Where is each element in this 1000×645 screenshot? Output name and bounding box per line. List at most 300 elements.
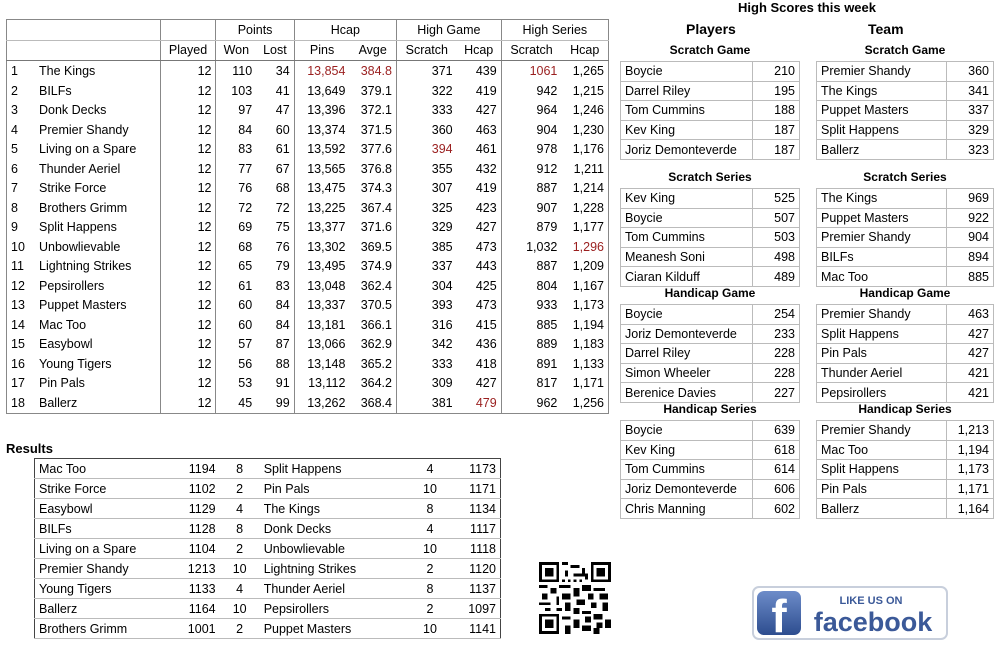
league-cell-lost: 87 xyxy=(275,337,290,352)
score-row xyxy=(621,344,800,364)
score-name: Ballerz xyxy=(817,499,947,519)
league-cell-played: 12 xyxy=(160,276,216,296)
league-cell-hgs: 394 xyxy=(396,140,456,160)
score-value: 187 xyxy=(752,120,799,140)
league-cell-team: Strike Force xyxy=(39,181,107,196)
league-cell-won: 110 xyxy=(216,61,256,82)
score-name: Joriz Demonteverde xyxy=(621,140,753,160)
score-value: 922 xyxy=(946,208,993,228)
result-home-team: BILFs xyxy=(35,519,174,539)
result-home-points: 2 xyxy=(220,479,260,499)
league-cell-hss: 907 xyxy=(501,198,561,218)
result-home-score: 1128 xyxy=(174,519,220,539)
team-handicap_series-subtitle: Handicap Series xyxy=(858,402,952,416)
league-cell-avge: 384.8 xyxy=(349,61,396,82)
league-cell-played: 12 xyxy=(160,159,216,179)
score-row xyxy=(817,499,994,519)
score-value: 195 xyxy=(752,81,799,101)
league-cell-rank: 10 xyxy=(11,239,25,254)
team-handicap_series-table xyxy=(816,420,994,519)
league-cell-hgh: 439 xyxy=(457,61,502,82)
league-cell-pins: 13,854 xyxy=(294,61,349,82)
league-cell-hgh: 432 xyxy=(475,161,497,176)
league-cell-played: 12 xyxy=(160,374,216,394)
players-scratch_series-table xyxy=(620,188,800,287)
players-scratch_game-table xyxy=(620,61,800,160)
facebook-brand-text: facebook xyxy=(813,607,933,637)
league-cell-hgs: 385 xyxy=(396,237,456,257)
result-home-team: Strike Force xyxy=(35,479,174,499)
league-cell-rank: 12 xyxy=(11,278,25,293)
players-scratch_series-subtitle: Scratch Series xyxy=(668,170,752,184)
league-cell-won: 53 xyxy=(216,374,256,394)
score-name: Boycie xyxy=(621,421,753,441)
league-cell-hsh: 1,246 xyxy=(572,103,604,118)
league-cell-hsh: 1,167 xyxy=(572,278,604,293)
league-cell-team: Split Happens xyxy=(39,220,117,235)
score-name: Split Happens xyxy=(817,120,947,140)
result-row xyxy=(35,499,501,519)
league-cell-avge: 372.1 xyxy=(360,103,392,118)
league-cell-hss: 887 xyxy=(501,257,561,277)
score-value: 503 xyxy=(752,228,799,248)
score-name: Berenice Davies xyxy=(621,383,753,403)
score-value: 894 xyxy=(946,247,993,267)
score-row xyxy=(621,305,800,325)
league-cell-hgh: 463 xyxy=(475,122,497,137)
result-away-score: 1134 xyxy=(454,499,500,519)
score-name: Mac Too xyxy=(817,440,947,460)
score-row xyxy=(621,363,800,383)
score-name: The Kings xyxy=(817,81,947,101)
league-cell-hsh: 1,133 xyxy=(572,356,604,371)
score-name: Split Happens xyxy=(817,324,947,344)
team-handicap_game-table xyxy=(816,304,994,403)
score-value: 1,173 xyxy=(946,460,993,480)
result-home-points: 8 xyxy=(220,459,260,479)
league-cell-won: 60 xyxy=(216,315,256,335)
league-cell-avge: 362.9 xyxy=(360,337,392,352)
league-cell-lost: 83 xyxy=(275,278,290,293)
league-cell-avge: 371.6 xyxy=(360,220,392,235)
score-value: 323 xyxy=(946,140,993,160)
league-cell-team: Premier Shandy xyxy=(39,122,129,137)
team-scratch_game-table xyxy=(816,61,994,160)
facebook-like-badge[interactable] xyxy=(751,585,949,640)
league-cell-played: 12 xyxy=(160,257,216,277)
league-cell-team: Brothers Grimm xyxy=(39,200,128,215)
result-row xyxy=(35,579,501,599)
league-cell-pins: 13,377 xyxy=(294,218,349,238)
league-cell-hgs: 360 xyxy=(396,120,456,140)
players-handicap_series-table xyxy=(620,420,800,519)
league-cell-hss: 978 xyxy=(501,140,561,160)
result-away-team: Pepsirollers xyxy=(260,599,406,619)
result-home-team: Brothers Grimm xyxy=(35,619,174,639)
score-row xyxy=(621,421,800,441)
league-cell-team: Young Tigers xyxy=(39,356,112,371)
league-cell-hgh: 473 xyxy=(475,298,497,313)
league-cell-team: Thunder Aeriel xyxy=(39,161,121,176)
league-cell-pins: 13,181 xyxy=(294,315,349,335)
result-away-points: 4 xyxy=(406,459,454,479)
league-cell-hgh: 473 xyxy=(475,239,497,254)
result-away-points: 10 xyxy=(406,619,454,639)
league-cell-pins: 13,262 xyxy=(294,393,349,413)
league-cell-played: 12 xyxy=(160,140,216,160)
league-cell-pins: 13,148 xyxy=(294,354,349,374)
league-cell-hss: 879 xyxy=(501,218,561,238)
league-cell-hsh: 1,228 xyxy=(572,200,604,215)
lost-header: Lost xyxy=(256,40,294,61)
league-cell-team: Pin Pals xyxy=(39,376,85,391)
league-cell-played: 12 xyxy=(160,354,216,374)
high-game-group-header: High Game xyxy=(396,20,501,41)
result-away-points: 8 xyxy=(406,579,454,599)
league-cell-hgs: 333 xyxy=(396,354,456,374)
result-row xyxy=(35,519,501,539)
league-cell-hsh: 1,215 xyxy=(572,83,604,98)
league-cell-hgh: 423 xyxy=(475,200,497,215)
league-cell-played: 12 xyxy=(160,296,216,316)
league-cell-hss: 912 xyxy=(501,159,561,179)
league-cell-avge: 377.6 xyxy=(360,142,392,157)
score-value: 904 xyxy=(946,228,993,248)
league-cell-played: 12 xyxy=(160,218,216,238)
league-cell-hgs: 342 xyxy=(396,335,456,355)
score-name: BILFs xyxy=(817,247,947,267)
league-row xyxy=(7,335,609,355)
league-cell-rank: 13 xyxy=(11,298,25,313)
league-cell-won: 68 xyxy=(216,237,256,257)
league-cell-played: 12 xyxy=(160,179,216,199)
league-cell-hsh: 1,176 xyxy=(572,142,604,157)
league-cell-won: 65 xyxy=(216,257,256,277)
score-value: 341 xyxy=(946,81,993,101)
hs-scratch-header: Scratch xyxy=(501,40,561,61)
league-cell-hgs: 322 xyxy=(396,81,456,101)
league-cell-pins: 13,396 xyxy=(294,101,349,121)
league-cell-team: Mac Too xyxy=(39,317,87,332)
result-away-points: 2 xyxy=(406,559,454,579)
league-cell-hgs: 333 xyxy=(396,101,456,121)
league-cell-hss: 904 xyxy=(501,120,561,140)
league-cell-rank: 5 xyxy=(11,142,18,157)
score-name: Puppet Masters xyxy=(817,101,947,121)
players-title: Players xyxy=(686,21,736,37)
score-name: Split Happens xyxy=(817,460,947,480)
score-row xyxy=(817,305,994,325)
league-cell-won: 69 xyxy=(216,218,256,238)
league-cell-pins: 13,302 xyxy=(294,237,349,257)
score-value: 525 xyxy=(752,189,799,209)
score-row xyxy=(621,479,800,499)
result-home-points: 4 xyxy=(220,579,260,599)
league-cell-pins: 13,649 xyxy=(294,81,349,101)
league-cell-lost: 67 xyxy=(275,161,290,176)
score-name: Kev King xyxy=(621,189,753,209)
league-cell-played: 12 xyxy=(160,198,216,218)
result-home-score: 1129 xyxy=(174,499,220,519)
result-home-team: Mac Too xyxy=(35,459,174,479)
league-cell-won: 103 xyxy=(216,81,256,101)
league-cell-played: 12 xyxy=(160,120,216,140)
result-away-team: Split Happens xyxy=(260,459,406,479)
score-row xyxy=(817,324,994,344)
score-row xyxy=(817,81,994,101)
league-cell-pins: 13,565 xyxy=(294,159,349,179)
score-row xyxy=(621,499,800,519)
won-header: Won xyxy=(216,40,256,61)
result-row xyxy=(35,479,501,499)
score-value: 507 xyxy=(752,208,799,228)
score-value: 1,213 xyxy=(946,421,993,441)
league-cell-pins: 13,112 xyxy=(294,374,349,394)
result-home-team: Easybowl xyxy=(35,499,174,519)
result-home-score: 1194 xyxy=(174,459,220,479)
score-value: 329 xyxy=(946,120,993,140)
league-cell-avge: 366.1 xyxy=(360,317,392,332)
score-value: 969 xyxy=(946,189,993,209)
team-title: Team xyxy=(868,21,904,37)
result-away-points: 10 xyxy=(406,479,454,499)
result-row xyxy=(35,459,501,479)
score-row xyxy=(621,81,800,101)
league-cell-hgh: 425 xyxy=(475,278,497,293)
score-row xyxy=(817,62,994,82)
score-name: Premier Shandy xyxy=(817,62,947,82)
league-cell-hgh: 427 xyxy=(475,220,497,235)
score-row xyxy=(817,208,994,228)
league-cell-hgs: 329 xyxy=(396,218,456,238)
league-cell-lost: 72 xyxy=(275,200,290,215)
league-cell-rank: 18 xyxy=(11,395,25,410)
league-cell-pins: 13,225 xyxy=(294,198,349,218)
hg-hcap-header: Hcap xyxy=(457,40,502,61)
league-cell-lost: 41 xyxy=(275,83,290,98)
score-name: Mac Too xyxy=(817,267,947,287)
result-home-points: 10 xyxy=(220,599,260,619)
score-value: 1,194 xyxy=(946,440,993,460)
score-row xyxy=(621,101,800,121)
league-cell-pins: 13,066 xyxy=(294,335,349,355)
league-cell-hgh: 479 xyxy=(475,395,497,410)
result-row xyxy=(35,559,501,579)
team-scratch_series-table xyxy=(816,188,994,287)
result-home-score: 1133 xyxy=(174,579,220,599)
league-cell-lost: 84 xyxy=(275,298,290,313)
league-cell-hss: 962 xyxy=(501,393,561,413)
league-cell-won: 77 xyxy=(216,159,256,179)
league-cell-hgh: 418 xyxy=(475,356,497,371)
league-cell-hsh: 1,256 xyxy=(572,395,604,410)
result-away-score: 1120 xyxy=(454,559,500,579)
result-home-score: 1104 xyxy=(174,539,220,559)
score-value: 602 xyxy=(752,499,799,519)
score-row xyxy=(621,247,800,267)
score-value: 228 xyxy=(752,344,799,364)
result-away-team: Pin Pals xyxy=(260,479,406,499)
score-row xyxy=(817,120,994,140)
league-cell-lost: 76 xyxy=(275,239,290,254)
league-row xyxy=(7,140,609,160)
league-cell-team: Pepsirollers xyxy=(39,278,105,293)
league-cell-hgs: 355 xyxy=(396,159,456,179)
score-name: Simon Wheeler xyxy=(621,363,753,383)
result-away-points: 2 xyxy=(406,599,454,619)
league-cell-lost: 79 xyxy=(275,259,290,274)
result-home-team: Ballerz xyxy=(35,599,174,619)
result-away-score: 1171 xyxy=(454,479,500,499)
score-value: 606 xyxy=(752,479,799,499)
league-cell-hgh: 436 xyxy=(475,337,497,352)
league-cell-avge: 362.4 xyxy=(360,278,392,293)
score-row xyxy=(621,120,800,140)
score-row xyxy=(621,228,800,248)
league-cell-played: 12 xyxy=(160,101,216,121)
score-name: Tom Cummins xyxy=(621,101,753,121)
result-away-score: 1118 xyxy=(454,539,500,559)
league-cell-hsh: 1,177 xyxy=(572,220,604,235)
result-away-team: Puppet Masters xyxy=(260,619,406,639)
league-cell-avge: 376.8 xyxy=(360,161,392,176)
league-cell-hgs: 371 xyxy=(396,61,456,82)
score-row xyxy=(621,62,800,82)
score-value: 1,171 xyxy=(946,479,993,499)
league-cell-won: 60 xyxy=(216,296,256,316)
result-home-team: Living on a Spare xyxy=(35,539,174,559)
league-cell-avge: 379.1 xyxy=(360,83,392,98)
league-cell-played: 12 xyxy=(160,81,216,101)
league-cell-won: 45 xyxy=(216,393,256,413)
result-home-score: 1001 xyxy=(174,619,220,639)
league-cell-hsh: 1,194 xyxy=(572,317,604,332)
league-row xyxy=(7,374,609,394)
score-value: 614 xyxy=(752,460,799,480)
score-row xyxy=(621,267,800,287)
score-row xyxy=(817,383,994,403)
score-value: 337 xyxy=(946,101,993,121)
result-away-team: Donk Decks xyxy=(260,519,406,539)
results-table xyxy=(34,458,501,639)
league-row xyxy=(7,315,609,335)
league-cell-avge: 370.5 xyxy=(360,298,392,313)
league-cell-lost: 47 xyxy=(275,103,290,118)
league-cell-hgs: 309 xyxy=(396,374,456,394)
league-cell-hgh: 427 xyxy=(475,103,497,118)
league-cell-hgs: 381 xyxy=(396,393,456,413)
league-cell-pins: 13,048 xyxy=(294,276,349,296)
league-cell-avge: 369.5 xyxy=(360,239,392,254)
result-away-team: Unbowlievable xyxy=(260,539,406,559)
league-row xyxy=(7,237,609,257)
league-cell-team: BILFs xyxy=(39,83,72,98)
league-cell-hgs: 393 xyxy=(396,296,456,316)
score-row xyxy=(621,460,800,480)
score-value: 360 xyxy=(946,62,993,82)
score-name: Premier Shandy xyxy=(817,421,947,441)
team-scratch_series-subtitle: Scratch Series xyxy=(863,170,947,184)
league-cell-hss: 817 xyxy=(501,374,561,394)
league-cell-hsh: 1,214 xyxy=(572,181,604,196)
team-handicap_game-subtitle: Handicap Game xyxy=(859,286,951,300)
league-cell-rank: 14 xyxy=(11,317,25,332)
result-away-points: 10 xyxy=(406,539,454,559)
facebook-like-text: LIKE US ON xyxy=(839,595,903,607)
league-cell-pins: 13,495 xyxy=(294,257,349,277)
score-name: Premier Shandy xyxy=(817,305,947,325)
league-cell-rank: 17 xyxy=(11,376,25,391)
result-home-team: Premier Shandy xyxy=(35,559,174,579)
result-row xyxy=(35,539,501,559)
result-row xyxy=(35,599,501,619)
results-label: Results xyxy=(6,441,53,456)
league-cell-rank: 9 xyxy=(11,220,18,235)
qr-code-icon xyxy=(537,562,613,634)
score-row xyxy=(817,460,994,480)
score-name: Ciaran Kilduff xyxy=(621,267,753,287)
result-away-score: 1173 xyxy=(454,459,500,479)
league-cell-played: 12 xyxy=(160,237,216,257)
score-value: 254 xyxy=(752,305,799,325)
score-row xyxy=(621,140,800,160)
score-name: Tom Cummins xyxy=(621,460,753,480)
league-cell-avge: 368.4 xyxy=(360,395,392,410)
avge-header: Avge xyxy=(349,40,396,61)
score-row xyxy=(817,479,994,499)
facebook-f-glyph: f xyxy=(771,590,787,640)
league-cell-played: 12 xyxy=(160,315,216,335)
score-name: Joriz Demonteverde xyxy=(621,479,753,499)
score-name: The Kings xyxy=(817,189,947,209)
league-cell-rank: 7 xyxy=(11,181,18,196)
score-name: Darrel Riley xyxy=(621,344,753,364)
league-cell-team: Donk Decks xyxy=(39,103,107,118)
score-value: 1,164 xyxy=(946,499,993,519)
score-row xyxy=(621,208,800,228)
score-value: 421 xyxy=(946,383,993,403)
score-row xyxy=(621,324,800,344)
league-cell-hgh: 427 xyxy=(475,376,497,391)
league-cell-won: 61 xyxy=(216,276,256,296)
league-row xyxy=(7,296,609,316)
score-name: Kev King xyxy=(621,120,753,140)
players-handicap_game-subtitle: Handicap Game xyxy=(664,286,756,300)
league-cell-hgh: 415 xyxy=(475,317,497,332)
league-cell-pins: 13,592 xyxy=(294,140,349,160)
league-cell-lost: 99 xyxy=(275,395,290,410)
league-cell-won: 72 xyxy=(216,198,256,218)
league-cell-avge: 364.2 xyxy=(360,376,392,391)
score-row xyxy=(817,101,994,121)
score-value: 498 xyxy=(752,247,799,267)
high-series-group-header: High Series xyxy=(501,20,608,41)
hg-scratch-header: Scratch xyxy=(396,40,456,61)
league-cell-hsh: 1,211 xyxy=(573,161,604,176)
league-cell-hgs: 316 xyxy=(396,315,456,335)
league-cell-played: 12 xyxy=(160,393,216,413)
league-cell-lost: 91 xyxy=(275,376,290,391)
blank xyxy=(7,20,161,41)
score-row xyxy=(817,140,994,160)
result-home-points: 2 xyxy=(220,539,260,559)
score-name: Boycie xyxy=(621,62,753,82)
score-value: 489 xyxy=(752,267,799,287)
league-cell-hsh: 1,183 xyxy=(572,337,604,352)
score-name: Joriz Demonteverde xyxy=(621,324,753,344)
league-cell-avge: 365.2 xyxy=(360,356,392,371)
league-cell-rank: 6 xyxy=(11,161,18,176)
